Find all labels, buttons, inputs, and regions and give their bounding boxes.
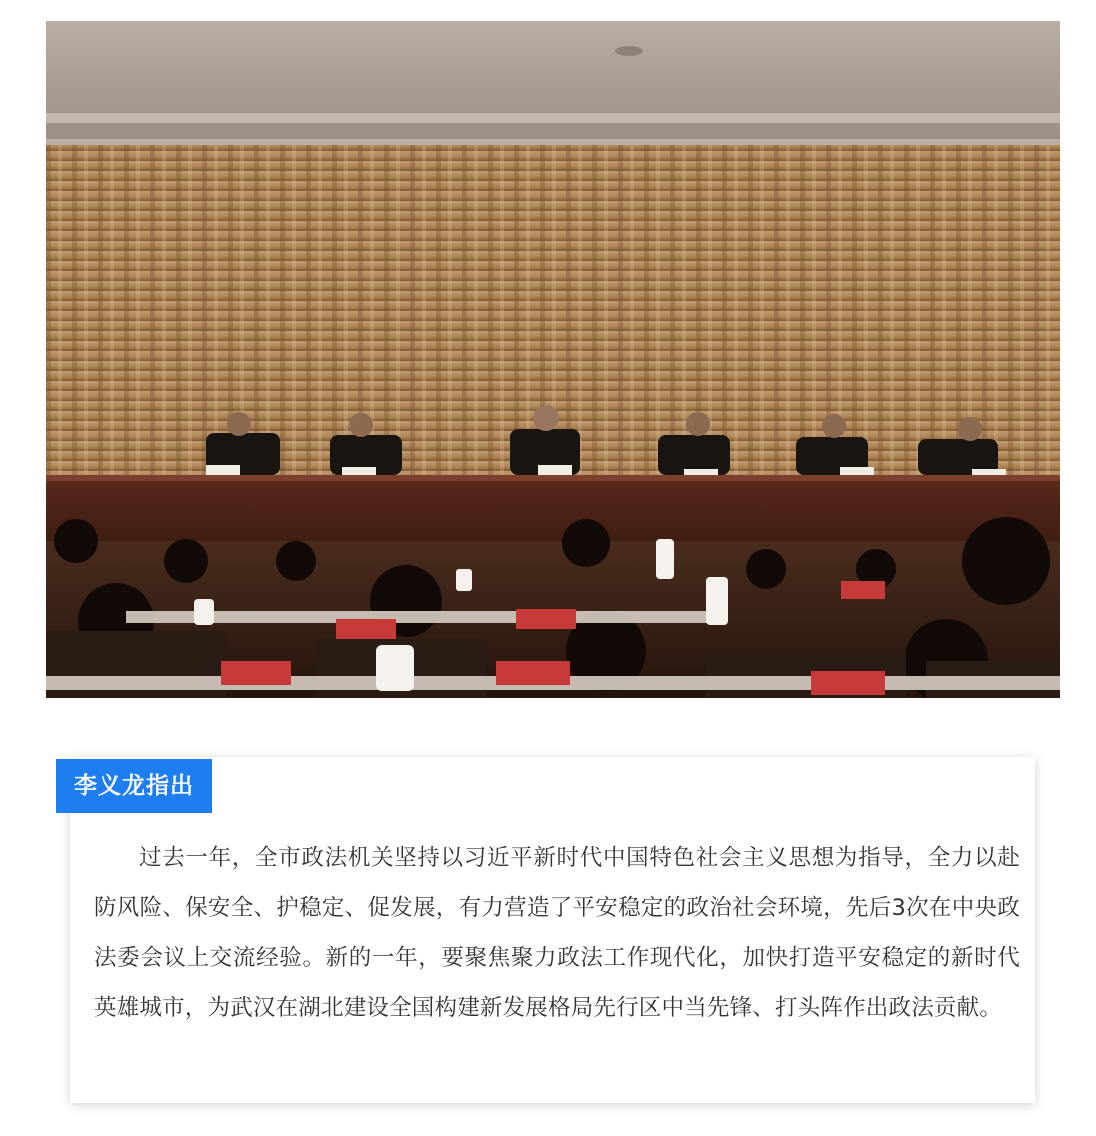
meeting-photo [46, 21, 1060, 698]
ceiling-camera-icon [615, 46, 643, 56]
ceiling [46, 21, 1060, 149]
section-paragraph: 过去一年，全市政法机关坚持以习近平新时代中国特色社会主义思想为指导，全力以赴防风险、保安全、护稳定、促发展，有力营造了平安稳定的政治社会环境，先后3次在中央政法委会议上交流经验。新的一年，要聚焦聚力政法工作现代化，加快打造平安稳定的新时代英雄城市，为武汉在湖北建设全国构建新发展格局先行区中当先锋、打头阵作出政法贡献。 [94, 845, 1020, 1021]
section-heading: 李义龙指出 [56, 759, 212, 813]
meeting-photo-illustration [46, 21, 1060, 698]
